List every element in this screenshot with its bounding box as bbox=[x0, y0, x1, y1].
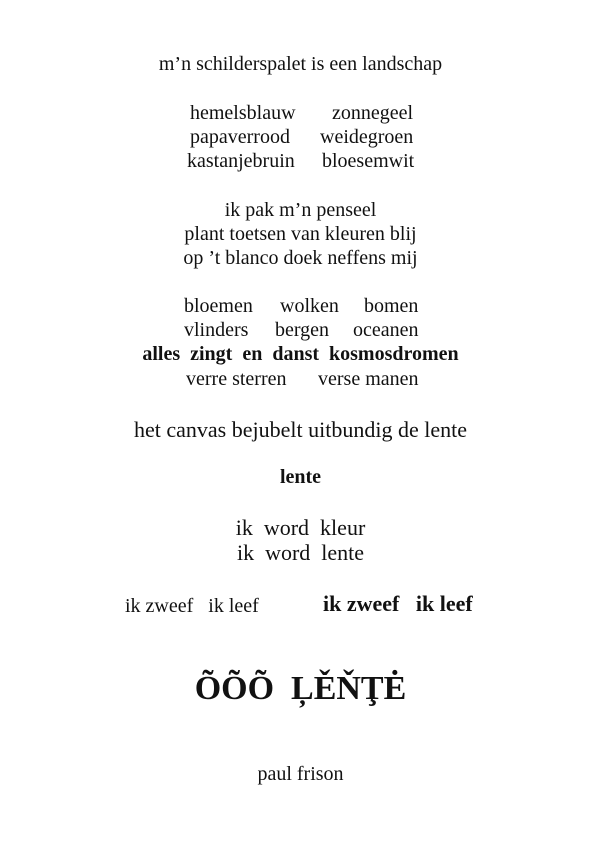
word-kleur-line: ik word kleur bbox=[235, 515, 366, 540]
poem-bold-line: alles zingt en danst kosmosdromen bbox=[142, 343, 459, 365]
word-lente-line: ik word lente bbox=[236, 540, 365, 565]
poem-line: op ’t blanco doek neffens mij bbox=[183, 247, 418, 269]
poem-word: wolken bbox=[280, 295, 339, 317]
author: paul frison bbox=[257, 763, 344, 785]
color-word: zonnegeel bbox=[332, 102, 414, 124]
zweef-plain: ik zweef ik leef bbox=[125, 595, 259, 617]
poem-line: plant toetsen van kleuren blij bbox=[184, 223, 417, 245]
poem-word: bomen bbox=[364, 295, 419, 317]
zweef-bold: ik zweef ik leef bbox=[323, 591, 473, 616]
poem-line: ik pak m’n penseel bbox=[224, 199, 377, 221]
poem-word: verse manen bbox=[318, 368, 419, 390]
poem-word: oceanen bbox=[353, 319, 419, 341]
poem-opening-line: m’n schilderspalet is een landschap bbox=[158, 53, 443, 75]
lente-bold: lente bbox=[279, 466, 322, 488]
color-word: weidegroen bbox=[320, 126, 414, 148]
color-word: kastanjebruin bbox=[187, 150, 295, 172]
canvas-line: het canvas bejubelt uitbundig de lente bbox=[134, 417, 467, 442]
color-word: papaverrood bbox=[190, 126, 290, 148]
poem-word: vlinders bbox=[184, 319, 249, 341]
poem-word: verre sterren bbox=[186, 368, 287, 390]
color-word: bloesemwit bbox=[322, 150, 415, 172]
poem-word: bloemen bbox=[184, 295, 253, 317]
color-word: hemelsblauw bbox=[190, 102, 296, 124]
big-title: ÕÕÕ ĻĚŇŢĖ bbox=[194, 670, 407, 707]
poem-word: bergen bbox=[275, 319, 330, 341]
